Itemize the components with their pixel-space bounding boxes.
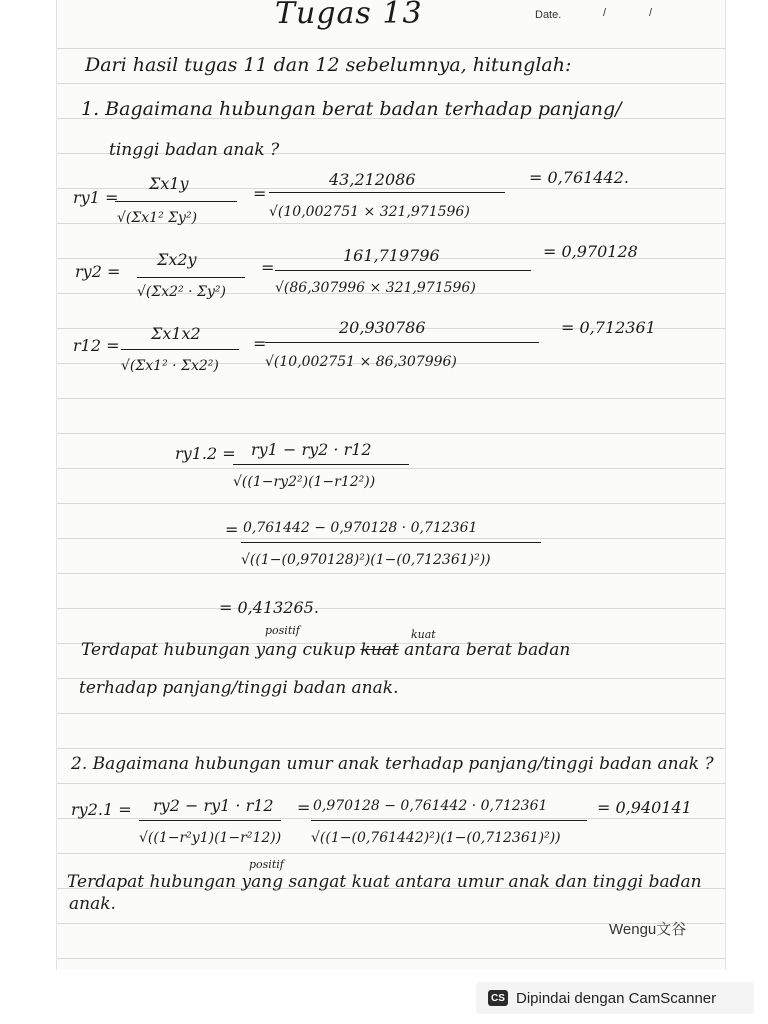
conclusion-1-line-2: terhadap panjang/tinggi badan anak. [79,678,399,698]
r12-numerator: Σx1x2 [151,324,201,343]
r12-fraction-bar [121,349,239,350]
intro-text: Dari hasil tugas 11 dan 12 sebelumnya, hitunglah: [85,54,572,76]
r12-denominator-value: √(10,002751 × 86,307996) [265,354,457,370]
ry2-denominator: √(Σx2² · Σy²) [137,284,226,300]
r12-numerator-value: 20,930786 [339,318,426,337]
partial2-numerator: ry2 − ry1 · r12 [153,796,274,815]
ry1-denominator: √(Σx1² Σy²) [117,210,198,226]
conclusion-2-line-1 [67,872,702,892]
page-title: Tugas 13 [275,0,423,31]
ry1-numerator: Σx1y [149,174,189,193]
partial2-result: = 0,940141 [597,798,692,817]
inserted-word-kuat: kuat [411,628,436,641]
partial1-denominator-value: √((1−(0,970128)²)(1−(0,712361)²)) [241,552,491,568]
camscanner-logo-icon: CS [488,990,508,1006]
conclusion-1-part-b: yang cukup [255,640,356,660]
ry1-numerator-value: 43,212086 [329,170,416,189]
ry1-value-bar [269,192,505,193]
partial1-numerator-value: 0,761442 − 0,970128 · 0,712361 [243,520,478,536]
conclusion-1-line-1 [81,640,570,660]
ry1-lhs: ry1 = [73,188,119,207]
conclusion-1-struck-word: kuat [360,640,399,660]
partial1-result: = 0,413265. [219,598,319,617]
inserted-word-positif: positif [265,624,300,637]
date-label: Date. [535,9,562,21]
ry2-lhs: ry2 = [75,262,121,281]
ry1-fraction-bar [115,201,237,202]
ry2-result: = 0,970128 [543,242,638,261]
ry1-result: = 0,761442. [529,168,629,187]
conclusion-1-part-c: antara berat badan [404,640,571,660]
date-separator: / [649,7,653,19]
date-separator: / [603,7,607,19]
ry1-equals: = [253,184,267,203]
partial1-lhs: ry1.2 = [175,444,236,463]
ry2-equals: = [261,258,275,277]
partial2-denominator: √((1−r²y1)(1−r²12)) [139,830,282,846]
partial1-fraction-bar [233,464,409,465]
conclusion-2-part-b: yang sangat kuat antara umur anak dan tinggi badan [241,872,702,892]
partial2-fraction-bar [139,820,281,821]
partial2-numerator-value: 0,970128 − 0,761442 · 0,712361 [313,798,548,814]
ry2-numerator: Σx2y [157,250,197,269]
conclusion-2-part-a: Terdapat hubungan [67,872,237,892]
partial1-value-bar [241,542,541,543]
partial1-numerator: ry1 − ry2 · r12 [251,440,372,459]
conclusion-2-line-2: anak. [69,894,116,914]
ry2-numerator-value: 161,719796 [343,246,440,265]
r12-equals: = [253,334,267,353]
partial2-equals: = [297,798,311,817]
question-2: 2. Bagaimana hubungan umur anak terhadap panjang/tinggi badan anak ? [71,754,714,774]
notebook-page [56,0,726,970]
camscanner-watermark [476,982,754,1014]
ry2-denominator-value: √(86,307996 × 321,971596) [275,280,476,296]
question-1-line-2: tinggi badan anak ? [109,140,280,160]
r12-denominator: √(Σx1² · Σx2²) [121,358,219,374]
inserted-word-positif: positif [249,858,284,871]
partial1-denominator: √((1−ry2²)(1−r12²)) [233,474,376,490]
ry2-fraction-bar [137,277,245,278]
ry2-value-bar [275,270,531,271]
r12-result: = 0,712361 [561,318,656,337]
partial1-equals: = [225,520,239,539]
ry1-denominator-value: √(10,002751 × 321,971596) [269,204,470,220]
conclusion-1-part-a: Terdapat hubungan [81,640,251,660]
r12-value-bar [265,342,539,343]
notebook-brand: Wengu文谷 [609,921,687,938]
partial2-lhs: ry2.1 = [71,800,132,819]
partial2-value-bar [311,820,587,821]
question-1-line-1: 1. Bagaimana hubungan berat badan terhadap panjang/ [81,98,622,120]
r12-lhs: r12 = [73,336,120,355]
camscanner-text: Dipindai dengan CamScanner [516,989,717,1007]
partial2-denominator-value: √((1−(0,761442)²)(1−(0,712361)²)) [311,830,561,846]
